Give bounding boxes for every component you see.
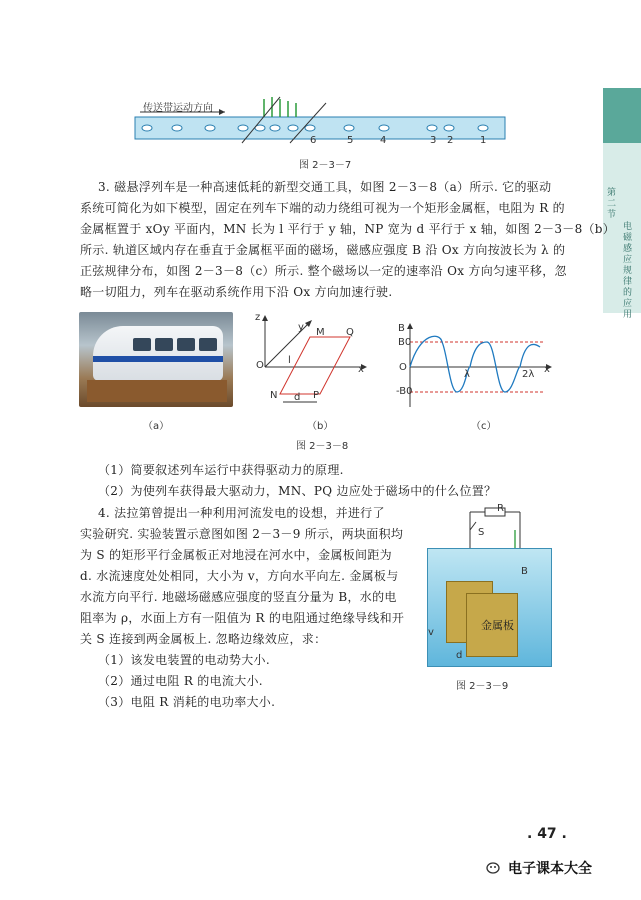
conveyor-number-5: 5	[347, 135, 354, 146]
problem4-line: 实验研究. 实验装置示意图如图 2－3－9 所示，两块面积均	[80, 527, 404, 541]
problem3-line: 系统可简化为如下模型，固定在列车下端的动力绕组可视为一个矩形金属框，电阻为 R 的	[80, 201, 565, 215]
problem4-question1: （1）该发电装置的电动势大小.	[98, 653, 270, 667]
problem3-line: 正弦规律分布，如图 2－3－8（c）所示. 整个磁场以一定的速率沿 Ox 方向匀速平移，忽	[80, 264, 567, 278]
maglev-train-photo	[79, 312, 233, 407]
figure-caption-2-3-9: 图 2－3－9	[456, 681, 509, 692]
width-d-label: d	[294, 392, 301, 403]
point-p-label: P	[313, 390, 320, 401]
problem4-question3: （3）电阻 R 消耗的电功率大小.	[98, 695, 276, 709]
metal-plate-label: 金属板	[481, 619, 514, 632]
page-number: . 47 .	[527, 826, 567, 842]
side-tab-title: 电磁感应规律的应用	[623, 222, 633, 320]
point-q-label: Q	[346, 327, 354, 338]
distance-d-label: d	[456, 650, 463, 661]
problem4-line: 阻率为 ρ，水面上方有一阻值为 R 的电阻通过绝缘导线和开	[80, 611, 405, 625]
two-lambda-label: 2λ	[522, 369, 535, 380]
subfigure-a-label: （a）	[143, 421, 170, 432]
wechat-account-name: 电子课本大全	[508, 861, 592, 877]
problem3-line: 略一切阻力，列车在驱动系统作用下沿 Ox 方向加速行驶.	[80, 285, 393, 299]
axis-y-label: y	[298, 322, 304, 333]
problem4-line: 关 S 连接到两金属板上. 忽略边缘效应，求：	[80, 632, 327, 646]
point-m-label: M	[316, 327, 325, 338]
side-tab-section: 第二节	[607, 188, 617, 220]
b0-label: B0	[398, 337, 412, 348]
problem3-line: 3. 磁悬浮列车是一种高速低耗的新型交通工具，如图 2－3－8（a）所示. 它的驱动	[98, 180, 552, 194]
origin-c-label: O	[399, 362, 407, 373]
axis-x-c-label: x	[544, 364, 550, 375]
subfigure-c-label: （c）	[471, 421, 497, 432]
problem3-line: 金属框置于 xOy 平面内，MN 长为 l 平行于 y 轴，NP 宽为 d 平行于 x 轴，如图 2－3－8（b）	[80, 222, 616, 236]
axis-x-label: x	[358, 364, 364, 375]
conveyor-number-6: 6	[310, 135, 317, 146]
length-l-label: l	[288, 355, 291, 366]
problem4-line: d. 水流速度处处相同，大小为 v，方向水平向左. 金属板与	[80, 569, 399, 583]
figure-caption-2-3-7: 图 2－3－7	[299, 160, 352, 171]
conveyor-number-1: 1	[480, 135, 487, 146]
problem4-line: 水流方向平行. 地磁场磁感应强度的竖直分量为 B，水的电	[80, 590, 397, 604]
river-water-tank	[427, 548, 552, 667]
origin-label: O	[256, 360, 264, 371]
problem3-line: 所示. 轨道区域内存在垂直于金属框平面的磁场，磁感应强度 B 沿 Ox 方向按波长为 λ 的	[80, 243, 566, 257]
velocity-v-label: v	[428, 627, 434, 638]
axis-z-label: z	[255, 312, 261, 323]
sine-field-graph	[395, 322, 555, 412]
conveyor-number-2: 2	[447, 135, 454, 146]
problem3-question1: （1）简要叙述列车运行中获得驱动力的原理.	[98, 463, 344, 477]
problem4-question2: （2）通过电阻 R 的电流大小.	[98, 674, 263, 688]
problem3-question2: （2）为使列车获得最大驱动力，MN、PQ 边应处于磁场中的什么位置？	[98, 484, 497, 498]
chapter-side-tab	[603, 88, 641, 143]
wechat-icon	[486, 860, 502, 874]
resistor-r-label: R	[497, 503, 504, 514]
switch-s-label: S	[478, 527, 485, 538]
subfigure-b-label: （b）	[307, 421, 334, 432]
figure-caption-2-3-8: 图 2－3－8	[296, 441, 349, 452]
lambda-label: λ	[464, 369, 470, 380]
field-b-label: B	[521, 566, 528, 577]
neg-b0-label: -B0	[396, 386, 413, 397]
point-n-label: N	[270, 390, 278, 401]
conveyor-direction-label: 传送带运动方向	[143, 103, 213, 114]
conveyor-number-4: 4	[380, 135, 387, 146]
problem4-line: 为 S 的矩形平行金属板正对地浸在河水中，金属板间距为	[80, 548, 392, 562]
problem4-line: 4. 法拉第曾提出一种利用河流发电的设想，并进行了	[98, 506, 385, 520]
axis-b-label: B	[398, 323, 405, 334]
conveyor-number-3: 3	[430, 135, 437, 146]
